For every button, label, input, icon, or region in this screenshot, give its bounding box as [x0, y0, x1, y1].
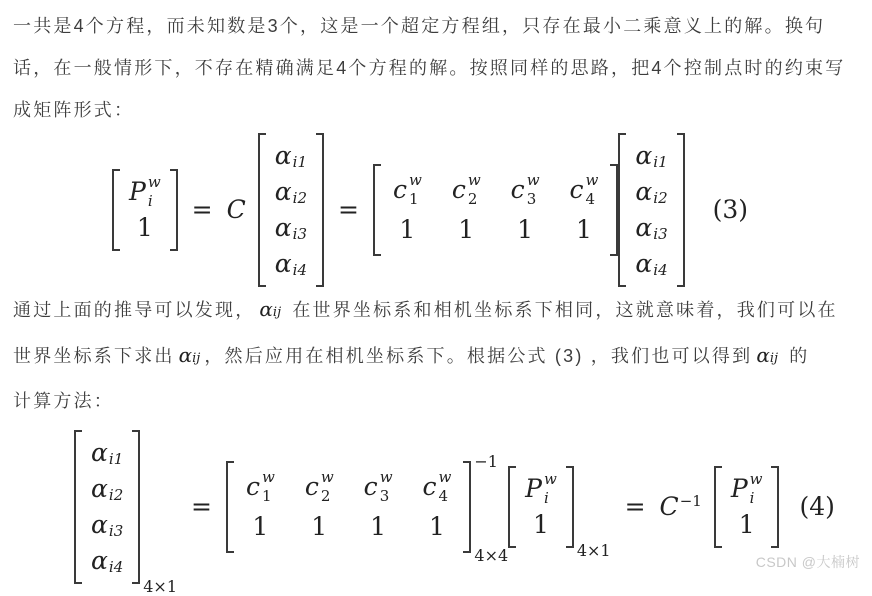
- paragraph-1-line-1: 一共是4个方程，而未知数是3个，这是一个超定方程组，只存在最小二乘意义上的解。换句: [13, 16, 826, 36]
- matrix-entry-one: 1: [458, 215, 475, 244]
- inline-math-alpha-ij: αij: [178, 343, 201, 367]
- right-bracket: [677, 133, 685, 287]
- equals-sign: =: [624, 492, 646, 521]
- symbol-c1: c: [245, 472, 260, 501]
- matrix-entry-one: 1: [576, 215, 592, 244]
- equation-4: [74, 428, 872, 596]
- matrix-entry-one: 1: [429, 512, 445, 541]
- equation-number-3: (3): [712, 195, 749, 224]
- matrix-entry-one: 1: [533, 510, 549, 539]
- symbol-alpha: α: [91, 546, 108, 575]
- alpha-coefficients-vector: α i1 α i2 α i3 α i4: [618, 133, 684, 287]
- matrix-entry-one: 1: [370, 512, 387, 541]
- paragraph-2-line-1: 通过上面的推导可以发现， αij 在世界坐标系和相机坐标系下相同，这就意味着，我们可以在: [13, 297, 838, 321]
- symbol-P: P: [525, 474, 542, 503]
- point-homogeneous-vector: P w i 1 4×1: [508, 466, 610, 548]
- subscript-i1: i1: [292, 152, 307, 171]
- symbol-alpha: α: [91, 510, 108, 539]
- symbol-alpha: α: [635, 249, 653, 278]
- equals-sign: =: [338, 195, 359, 224]
- symbol-c4: c: [422, 472, 437, 501]
- paragraph-1-line-2: 话，在一般情形下，不存在精确满足4个方程的解。按照同样的思路，把4个控制点时的约束写: [13, 58, 846, 78]
- left-bracket: [373, 164, 381, 256]
- matrix-entry-one: 1: [252, 512, 269, 541]
- symbol-C: C: [226, 195, 246, 224]
- matrix-entry-one: 1: [136, 213, 153, 242]
- inline-math-alpha-ij: αij: [259, 297, 282, 321]
- right-bracket: [566, 466, 574, 548]
- symbol-alpha: α: [274, 177, 292, 206]
- left-bracket: [112, 169, 120, 251]
- alpha-coefficients-vector: [258, 133, 324, 287]
- right-bracket: [610, 164, 618, 256]
- paragraph-1: [0, 0, 872, 131]
- symbol-c2: c: [304, 472, 319, 501]
- equals-sign: =: [191, 195, 213, 224]
- inverse-superscript: −1: [679, 492, 702, 510]
- symbol-c4: c: [569, 175, 584, 204]
- csdn-watermark: CSDN @大楠树: [755, 554, 860, 570]
- paragraph-1-line-3: 成矩阵形式：: [13, 100, 135, 120]
- equation-3: [112, 131, 872, 288]
- matrix-entry-one: 1: [399, 215, 416, 244]
- left-bracket: [226, 461, 234, 553]
- matrix-entry-one: 1: [311, 512, 328, 541]
- symbol-alpha: α: [91, 438, 108, 467]
- right-bracket: [316, 133, 324, 287]
- right-bracket: [170, 169, 178, 251]
- equation-number-4: (4): [799, 492, 835, 521]
- dimension-subscript-4x4: 4×4: [474, 545, 509, 565]
- paragraph-2-line-3: 计算方法：: [13, 391, 114, 411]
- matrix-entry-one: 1: [517, 215, 534, 244]
- alpha-coefficients-vector: α i1 α i2 α i3 α i4 4×1: [74, 430, 177, 584]
- control-points-matrix-inverse: c w 1 c w 2 c w 3 c w 4 1 1 1 1 −1 4×4: [226, 461, 508, 553]
- paragraph-2: [0, 288, 872, 422]
- subscript-i4: i4: [292, 260, 307, 279]
- paragraph-2-line-2: 世界坐标系下求出 αij ，然后应用在相机坐标系下。根据公式 (3) ，我们也可以得到 αij 的: [13, 343, 810, 367]
- left-bracket: [618, 133, 626, 287]
- subscript-i3: i3: [292, 224, 307, 243]
- matrix-entry-one: 1: [738, 510, 755, 539]
- C-inverse: $C^{-1}$: [659, 492, 702, 521]
- dimension-subscript-4x1: 4×1: [143, 576, 177, 596]
- equals-sign: =: [191, 492, 212, 521]
- left-bracket: [714, 466, 722, 548]
- right-bracket: [132, 430, 140, 584]
- symbol-c3: c: [510, 175, 525, 204]
- symbol-alpha: α: [635, 177, 653, 206]
- symbol-alpha: α: [274, 213, 292, 242]
- inline-math-alpha-ij: αij: [756, 343, 779, 367]
- symbol-c3: c: [363, 472, 378, 501]
- left-bracket: [258, 133, 266, 287]
- symbol-alpha: α: [635, 141, 653, 170]
- symbol-P: P: [129, 177, 146, 206]
- point-homogeneous-vector: [112, 169, 178, 251]
- right-bracket: [463, 461, 471, 553]
- symbol-alpha: α: [274, 249, 292, 278]
- left-bracket: [508, 466, 516, 548]
- symbol-c1: c: [392, 175, 407, 204]
- symbol-alpha: α: [635, 213, 653, 242]
- symbol-alpha: α: [274, 141, 292, 170]
- control-points-matrix: c w 1 c w 2 c w 3 c w 4 1 1 1 1: [373, 164, 618, 256]
- subscript-i2: i2: [292, 188, 307, 207]
- inverse-superscript: −1: [474, 451, 498, 471]
- right-bracket: [771, 466, 779, 548]
- left-bracket: [74, 430, 82, 584]
- symbol-alpha: α: [91, 474, 108, 503]
- symbol-P: P: [730, 474, 748, 503]
- subscript-i: i: [147, 191, 153, 210]
- superscript-w: w: [147, 172, 161, 191]
- symbol-c2: c: [451, 175, 466, 204]
- dimension-subscript-4x1: 4×1: [576, 540, 611, 560]
- point-homogeneous-vector: P w i 1: [714, 466, 780, 548]
